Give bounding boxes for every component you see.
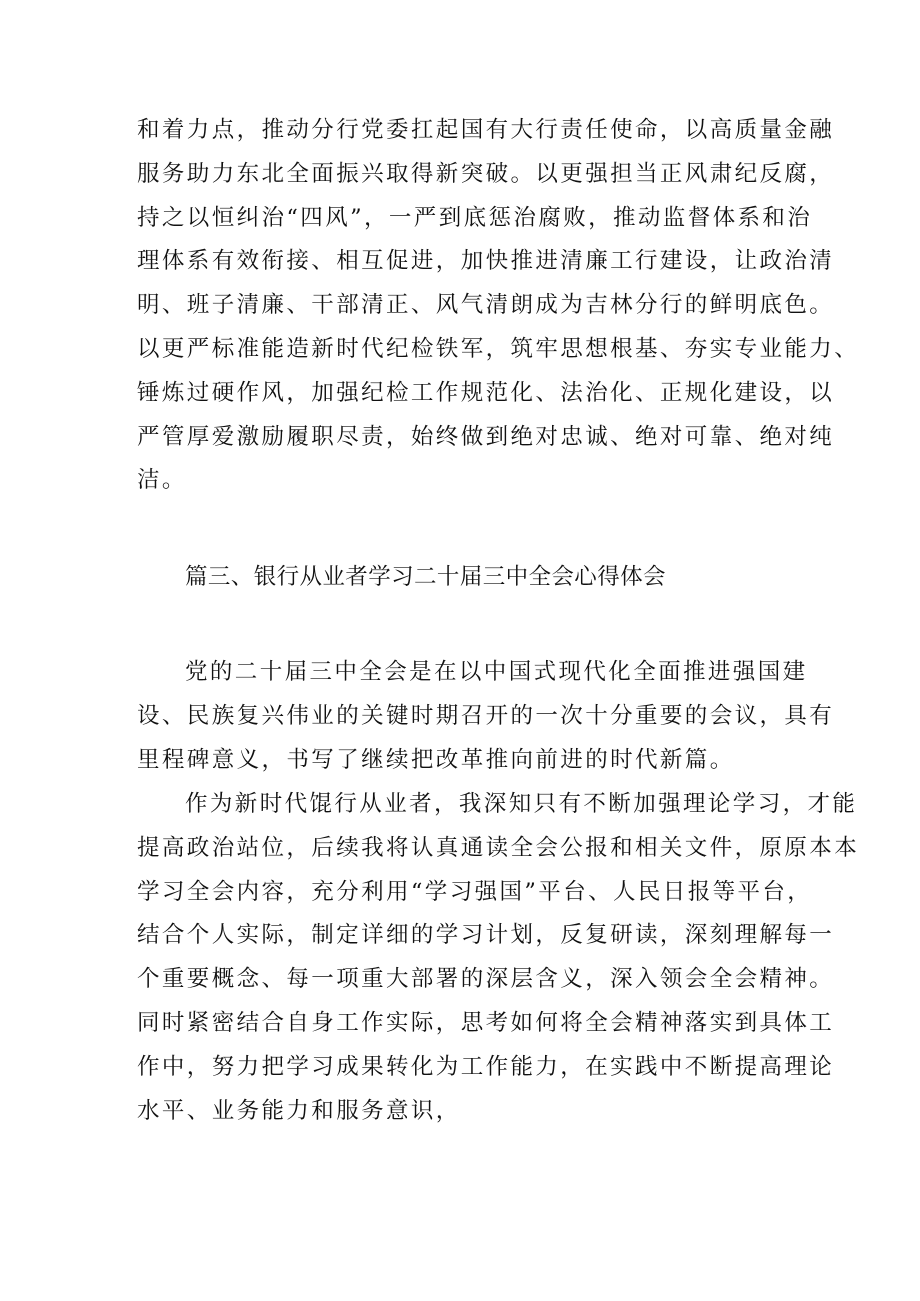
paragraph-line: 洁。: [137, 467, 187, 494]
paragraph-line: 理体系有效衔接、相互促进，加快推进清廉工行建设，让政治清: [137, 248, 835, 275]
paragraph-line: 和着力点，推动分行党委扛起国有大行责任使命，以高质量金融: [137, 117, 835, 143]
paragraph-line: 服务助力东北全面振兴取得新突破。以更强担当正风肃纪反腐，: [137, 160, 835, 187]
paragraph-one: [137, 651, 835, 782]
paragraph-line: 同时紧密结合自身工作实际，思考如何将全会精神落实到具体工: [137, 1009, 835, 1036]
paragraph-line: 严管厚爱激励履职尽责，始终做到绝对忠诚、绝对可靠、绝对纯: [137, 423, 835, 450]
paragraph-line: 学习全会内容，充分利用“学习强国”平台、人民日报等平台，: [137, 878, 813, 905]
paragraph-line: 作中，努力把学习成果转化为工作能力，在实践中不断提高理论: [137, 1053, 835, 1080]
paragraph-line: 持之以恒纠治“四风”，一严到底惩治腐败，推动监督体系和治: [137, 204, 813, 231]
section-heading: 篇三、银行从业者学习二十届三中全会心得体会: [185, 564, 666, 590]
paragraph-line: 里程碑意义，书写了继续把改革推向前进的时代新篇。: [137, 746, 735, 773]
paragraph-line: 水平、业务能力和服务意识，: [137, 1097, 461, 1124]
paragraph-line: 明、班子清廉、干部清正、风气清朗成为吉林分行的鲜明底色。: [137, 292, 835, 319]
paragraph-line: 个重要概念、每一项重大部署的深层含义，深入领会全会精神。: [137, 966, 835, 993]
paragraph-line: 设、民族复兴伟业的关键时期召开的一次十分重要的会议，具有: [137, 702, 835, 729]
paragraph-line: 结合个人实际，制定详细的学习计划，反复研读，深刻理解每一: [137, 922, 835, 949]
paragraph-line: 以更严标准能造新时代纪检铁军，筑牢思想根基、夯实专业能力、: [137, 335, 860, 362]
paragraph-two: [137, 783, 860, 1133]
paragraph-line: 作为新时代馄行从业者，我深知只有不断加强理论学习，才能: [185, 791, 858, 817]
paragraph-line: 党的二十届三中全会是在以中国式现代化全面推进强国建: [185, 659, 808, 685]
continuation-paragraph: [137, 109, 860, 503]
paragraph-line: 提高政治站位，后续我将认真通读全会公报和相关文件，原原本本: [137, 834, 860, 861]
paragraph-line: 锤炼过硬作风，加强纪检工作规范化、法治化、正规化建设，以: [137, 379, 835, 406]
